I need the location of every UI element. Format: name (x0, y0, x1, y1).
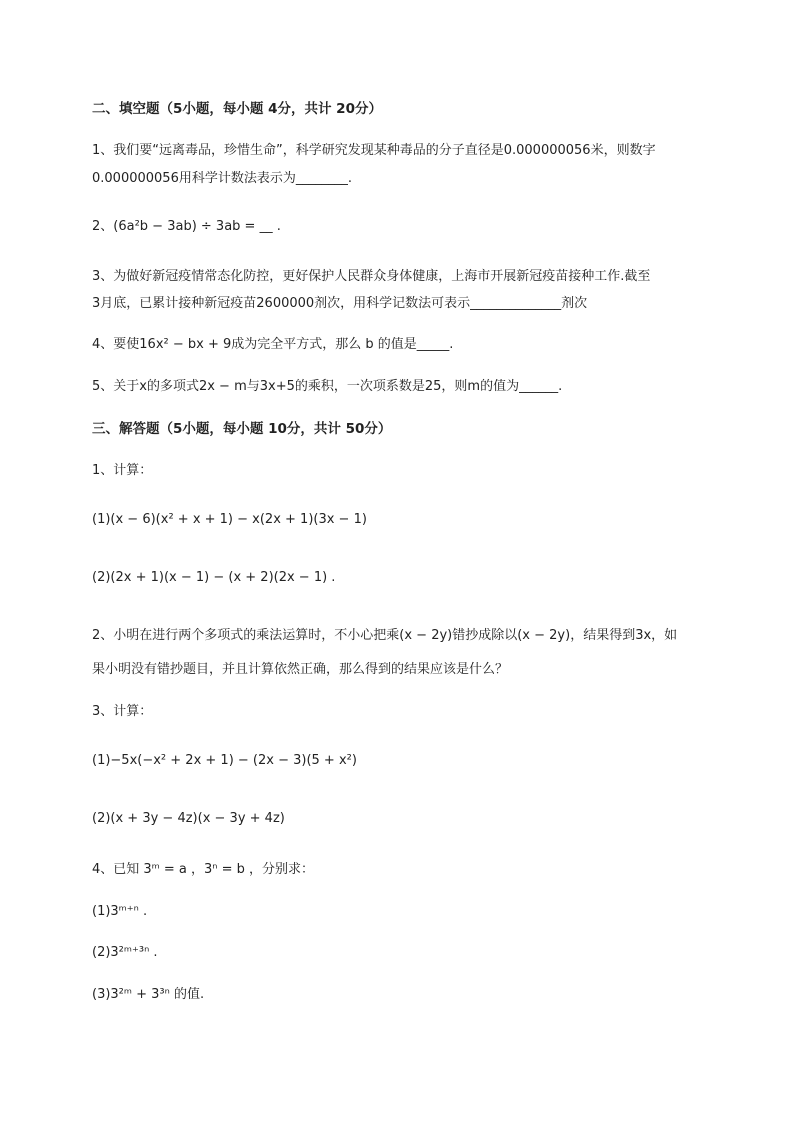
problem-4-part-a: (1)3ᵐ⁺ⁿ . (92, 904, 148, 919)
problem-3-part-b: (2)(x + 3y − 4z)(x − 3y + 4z) (92, 811, 285, 826)
problem-1-title: 1、计算： (92, 463, 153, 478)
question-2: 2、(6a²b − 3ab) ÷ 3ab = __ . (92, 219, 281, 234)
problem-4-part-b: (2)3²ᵐ⁺³ⁿ . (92, 945, 158, 960)
question-3-line-2: 3月底，已累计接种新冠疫苗2600000剂次，用科学记数法可表示______________剂次 (92, 296, 588, 311)
question-1-line-2: 0.000000056用科学计数法表示为________. (92, 171, 352, 186)
problem-4-title: 4、已知 3ᵐ = a ，3ⁿ = b ，分别求： (92, 862, 315, 877)
question-4: 4、要使16x² − bx + 9成为完全平方式，那么 b 的值是_____. (92, 337, 454, 352)
problem-3-part-a: (1)−5x(−x² + 2x + 1) − (2x − 3)(5 + x²) (92, 753, 357, 768)
question-3-line-1: 3、为做好新冠疫情常态化防控，更好保护人民群众身体健康，上海市开展新冠疫苗接种工作.截至 (92, 269, 651, 284)
problem-3-title: 3、计算： (92, 704, 153, 719)
question-1-line-1: 1、我们要“远离毒品，珍惜生命”，科学研究发现某种毒品的分子直径是0.000000056米，则数字 (92, 143, 656, 158)
section-heading-solve: 三、解答题（5小题，每小题 10分，共计 50分） (92, 421, 392, 437)
problem-4-part-c: (3)3²ᵐ + 3³ⁿ 的值. (92, 987, 205, 1002)
problem-2-line-2: 果小明没有错抄题目，并且计算依然正确，那么得到的结果应该是什么？ (92, 662, 509, 677)
problem-1-part-a: (1)(x − 6)(x² + x + 1) − x(2x + 1)(3x − 1) (92, 512, 367, 527)
section-heading-fill-blank: 二、填空题（5小题，每小题 4分，共计 20分） (92, 101, 382, 117)
question-5: 5、关于x的多项式2x − m与3x+5的乘积，一次项系数是25，则m的值为______. (92, 379, 563, 394)
problem-2-line-1: 2、小明在进行两个多项式的乘法运算时，不小心把乘(x − 2y)错抄成除以(x − 2y)，结果得到3x，如 (92, 628, 678, 643)
problem-1-part-b: (2)(2x + 1)(x − 1) − (x + 2)(2x − 1) . (92, 570, 336, 585)
